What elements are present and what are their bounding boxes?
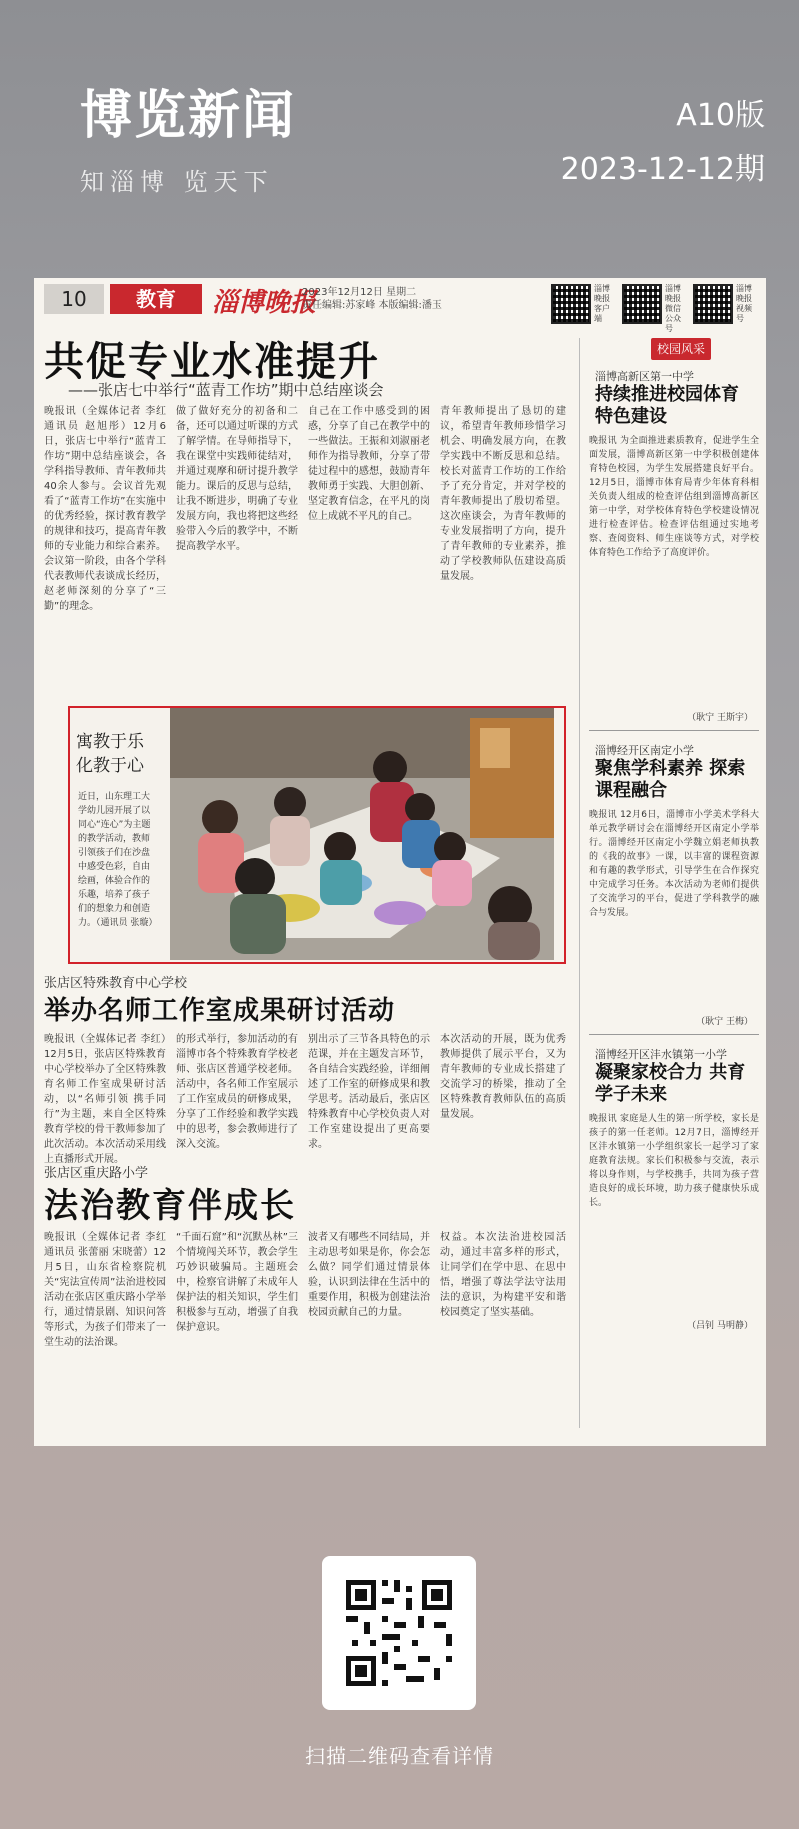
- sidebar-item3-text: 晚报讯 家庭是人生的第一所学校，家长是孩子的第一任老师。12月7日，淄博经开区沣水镇第一小学组织家长一起学习了家庭教育法规。家长们积极参与交流，表示将以身作则，与学校携手，共同为孩子营造良好的成长环境，助力孩子健康快乐成长。: [589, 1114, 759, 1208]
- article2-col4: 本次活动的开展，既为优秀教师提供了展示平台，又为青年教师的专业成长搭建了交流学习的桥梁，推动了全区特殊教育教师队伍的高质量发展。: [440, 1034, 566, 1120]
- classroom-photo: [170, 708, 554, 960]
- sidebar-item2-title: 聚焦学科素养 探索课程融合: [595, 758, 746, 801]
- sidebar-item2-author: （耿宁 王梅）: [696, 1017, 753, 1027]
- article1-col2: 做了做好充分的初备和二备，还可以通过听课的方式了解学情。在导师指导下，我在课堂中实践师徒结对，并通过观摩和研讨提升教学能力。课后的反思与总结，让我不断进步，明确了专业发展方向，我也将把这些经验带入今后的教学中，不断提高教学水平。: [176, 406, 298, 552]
- newspaper-page[interactable]: [34, 278, 766, 1446]
- app-title: 博览新闻: [80, 86, 297, 146]
- qr-code-card[interactable]: [322, 1556, 476, 1710]
- sidebar-divider: [589, 730, 759, 731]
- article2-col2: 的形式举行，参加活动的有淄博市各个特殊教育学校老师、张店区普通学校老师。活动中，各名师工作室展示了工作室成员的研修成果，分享了工作经验和教学实践中的思考，参会教师进行了深入交流。: [176, 1034, 298, 1150]
- article1-title: 共促专业水准提升: [44, 339, 380, 385]
- qr-code-icon: [551, 284, 591, 324]
- article1-subtitle: ——张店七中举行“蓝青工作坊”期中总结座谈会: [68, 381, 384, 399]
- scan-instruction: 扫描二维码查看详情: [305, 1744, 494, 1768]
- sidebar-item2-text: 晚报讯 12月6日，淄博市小学美术学科大单元教学研讨会在淄博经开区南定小学举行。淄博经开区南定小学魏立娟老师执教的《我的故事》一课，以丰富的课程资源和有趣的教学形式，引导学生在合作探究中完成学习任务。本次活动为老师们提供了交流学习的平台，促进了学科教学的融合与发展。: [589, 810, 759, 918]
- qr-code-icon: [693, 284, 733, 324]
- issue-editors: 责任编辑:苏家峰 本版编辑:潘玉: [302, 300, 442, 311]
- page-number: 10: [44, 284, 104, 314]
- sidebar-item1-author: （耿宁 王斯宇）: [687, 713, 753, 723]
- masthead-logo: 淄博晚报: [212, 288, 317, 318]
- article3-col1: 晚报讯（全媒体记者 李红 通讯员 张蕾丽 宋晓蕾）12月5日，山东省检察院机关“宪法宣传周”法治进校园活动在张店区重庆路小学举行，通过情景剧、知识问答等形式，为孩子们带来了一堂生动的法治课。: [44, 1232, 166, 1348]
- header-qr: 淄博晚报微信公众号: [622, 284, 685, 334]
- article2-col1: 晚报讯（全媒体记者 李红）12月5日，张店区特殊教育中心学校举办了全区特殊教育名师工作室成果研讨活动，以“名师引领 携手同行”为主题，来自全区特殊教育学校的骨干教师参加了此次活动。本次活动采用线上直播形式开展。: [44, 1034, 166, 1165]
- issue-info: [302, 286, 442, 312]
- article3-col4: 权益。本次法治进校园活动，通过丰富多样的形式，让同学们在学中思、在思中悟，增强了尊法学法守法用法的意识，为构建平安和谐校园奠定了坚实基础。: [440, 1232, 566, 1318]
- app-slogan: 知淄博 览天下: [80, 168, 274, 196]
- column-divider: [579, 338, 580, 1428]
- article3-col3: 波者又有哪些不同结局，并主动思考如果是你，你会怎么做？同学们通过情景体验，认识到法律在生活中的重要作用，积极为创建法治校园贡献自己的力量。: [308, 1232, 430, 1318]
- app-brand: [80, 88, 296, 197]
- page-header: [44, 284, 756, 333]
- qr-code-icon: [622, 284, 662, 324]
- photo-feature[interactable]: [68, 706, 566, 964]
- header-qr: 淄博晚报视频号: [693, 284, 756, 334]
- sidebar-item3-title: 凝聚家校合力 共育学子未来: [595, 1062, 746, 1105]
- photo-caption: 近日，山东理工大学幼儿园开展了以同心“连心”为主题的教学活动，教师引领孩子们在沙盘中感受色彩，自由绘画，体验合作的乐趣，培养了孩子们的想象力和创造力。（通讯员 张璇）: [78, 792, 158, 928]
- sidebar-tag: 校园风采: [651, 338, 711, 360]
- sidebar-item1-title: 持续推进校园体育特色建设: [595, 384, 739, 427]
- photo-title: 寓教于乐 化教于心: [76, 732, 144, 776]
- header-qr-group: [551, 284, 756, 334]
- article2-col3: 别出示了三节各具特色的示范课，并在主题发言环节，各自结合实践经验，详细阐述了工作室的研修成果和教学思考。活动最后，张店区特殊教育中心学校负责人对工作室建设提出了更高要求。: [308, 1034, 430, 1150]
- edition-page: A10版: [676, 98, 765, 133]
- article3-col2: “千面石窟”和“沉默丛林”三个情境闯关环节，教会学生巧妙识破骗局。主题班会中，检察官讲解了未成年人保护法的相关知识，学生们积极参与互动，增强了自我保护意识。: [176, 1232, 298, 1333]
- sidebar-item1-text: 晚报讯 为全面推进素质教育，促进学生全面发展，淄博高新区第一中学积极创建体育特色校园，为学生发展搭建良好平台。12月5日，淄博市体育局青少年体育科相关负责人组成的检查评估组到淄博高新区第一中学，对学校体育特色学校建设情况进行检查评估。检查评估组通过实地考察、查阅资料、师生座谈等方式，对学校体育特色工作给予了高度评价。: [589, 436, 759, 558]
- article1-col4: 青年教师提出了恳切的建议，希望青年教师珍惜学习机会、明确发展方向，在教学实践中不断反思和总结。校长对蓝青工作坊的工作给予了充分肯定，并对学校的青年教师提出了殷切希望。这次座谈会，为青年教师的专业发展指明了方向，提升了青年教师的专业素养，推动了学校教师队伍建设高质量发展。: [440, 406, 566, 582]
- edition-info: [561, 96, 765, 190]
- section-label: 教育: [110, 284, 202, 314]
- sidebar-item3-school: 淄博经开区沣水镇第一小学: [595, 1048, 727, 1061]
- issue-date: 2023年12月12日 星期二: [302, 287, 417, 298]
- article2-title: 举办名师工作室成果研讨活动: [44, 996, 396, 1026]
- article2-tag: 张店区特殊教育中心学校: [44, 976, 188, 991]
- sidebar-item3-author: （吕钊 马明静）: [687, 1321, 753, 1331]
- article3-title: 法治教育伴成长: [44, 1186, 296, 1226]
- sidebar-item2-school: 淄博经开区南定小学: [595, 744, 694, 757]
- sidebar-divider: [589, 1034, 759, 1035]
- article3-tag: 张店区重庆路小学: [44, 1166, 149, 1181]
- sidebar-item1-school: 淄博高新区第一中学: [595, 370, 694, 383]
- article1-col3: 自己在工作中感受到的困惑，分享了自己在教学中的一些做法。王振和刘淑丽老师作为指导教师，分享了带徒过程中的感想，鼓励青年教师勇于实践、大胆创新、坚定教育信念，在平凡的岗位上成就不平凡的自己。: [308, 406, 430, 522]
- qr-code-icon: [322, 1556, 476, 1710]
- edition-date: 2023-12-12期: [560, 152, 765, 187]
- article1-col1: 晚报讯（全媒体记者 李红 通讯员 赵旭彤）12月6日，张店七中举行“蓝青工作坊”期中总结座谈会，各学科指导教师、青年教师共40余人参与。会议首先观看了“蓝青工作坊”在实施中的优秀经验，探讨教育教学的规律和技巧，提高青年教师的专业能力和综合素养。会议第一阶段，由各个学科代表教师代表谈成长经历，赵老师深刻的分享了“三勤”的理念。: [44, 406, 166, 612]
- header-qr: 淄博晚报客户端: [551, 284, 614, 334]
